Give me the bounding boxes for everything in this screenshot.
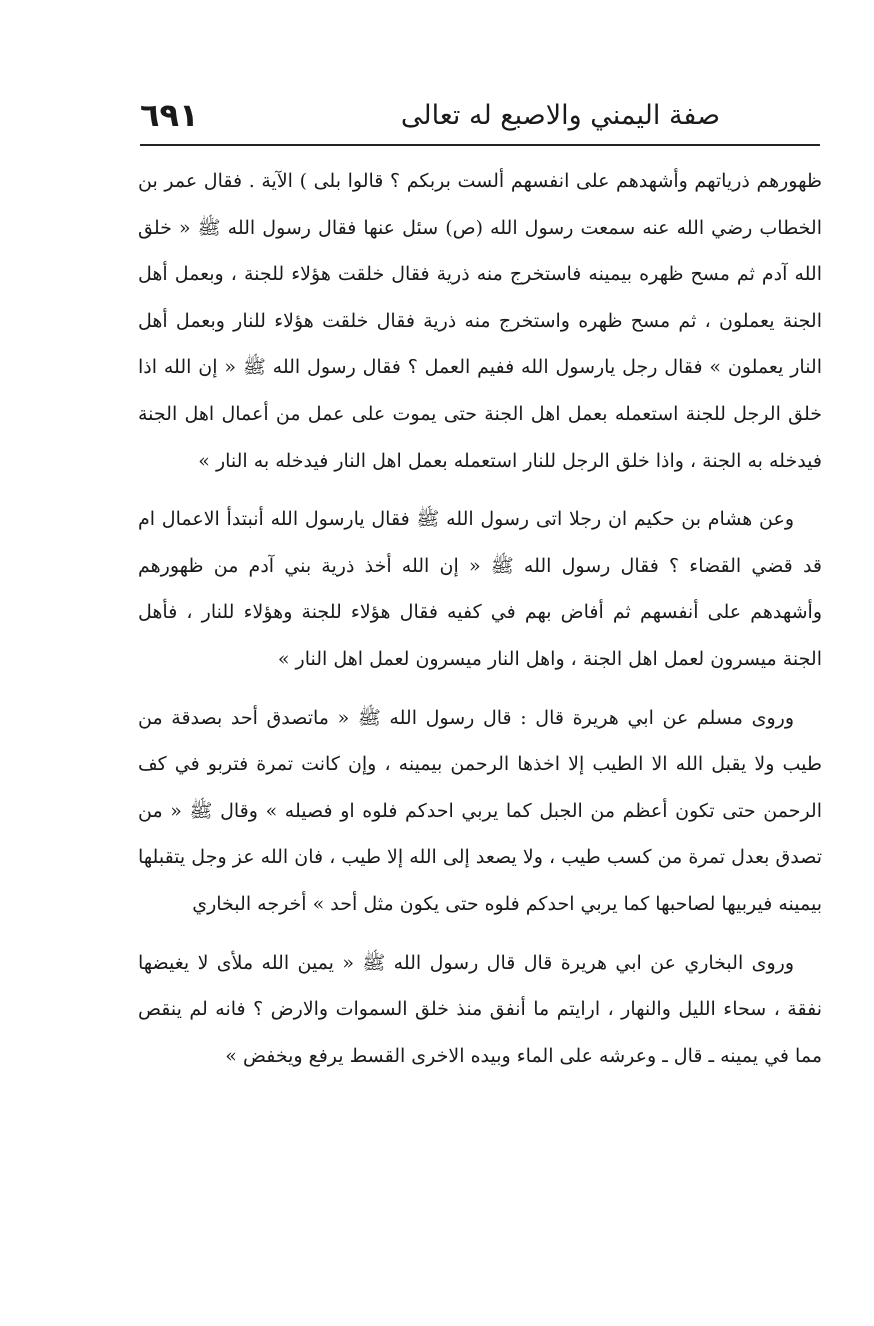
header-rule [140,144,820,146]
running-head-title: صفة اليمني والاصبع له تعالى [400,99,720,131]
running-head [140,90,820,140]
body-text [138,158,822,1091]
paragraph: ظهورهم ذرياتهم وأشهدهم على انفسهم ألست بربكم ؟ قالوا بلى ) الآية . فقال عمر بن الخطاب رضي الله عنه سمعت رسول الله (ص) سئل عنها فقال رسول الله ﷺ « خلق الله آدم ثم مسح ظهره بيمينه فاستخرج منه ذرية فقال خلقت هؤلاء للجنة ، وبعمل أهل الجنة يعملون ، ثم مسح ظهره واستخرج منه ذرية فقال خلقت هؤلاء للنار وبعمل أهل النار يعملون » فقال رجل يارسول الله ففيم العمل ؟ فقال رسول الله ﷺ « إن الله اذا خلق الرجل للجنة استعمله بعمل اهل الجنة حتى يموت على عمل من أعمال اهل الجنة فيدخله به الجنة ، واذا خلق الرجل للنار استعمله بعمل اهل النار فيدخله به النار » [138,170,822,472]
paragraph: وروى البخاري عن ابي هريرة قال قال رسول الله ﷺ « يمين الله ملأى لا يغيضها نفقة ، سحاء الليل والنهار ، ارايتم ما أنفق منذ خلق السموات والارض ؟ فانه لم ينقص مما في يمينه ـ قال ـ وعرشه على الماء وبيده الاخرى القسط يرفع ويخفض » [138,951,822,1067]
paragraph: وعن هشام بن حكيم ان رجلا اتى رسول الله ﷺ فقال يارسول الله أنبتدأ الاعمال ام قد قضي القضاء ؟ فقال رسول الله ﷺ « إن الله أخذ ذرية بني آدم من ظهورهم وأشهدهم على أنفسهم ثم أفاض بهم في كفيه فقال هؤلاء للجنة وهؤلاء للنار ، فأهل الجنة ميسرون لعمل اهل الجنة ، واهل النار ميسرون لعمل اهل النار » [138,508,822,670]
page-number: ٦٩١ [140,96,199,134]
paragraph: وروى مسلم عن ابي هريرة قال : قال رسول الله ﷺ « ماتصدق أحد بصدقة من طيب ولا يقبل الله الا الطيب إلا اخذها الرحمن بيمينه ، وإن كانت تمرة فتربو في كف الرحمن حتى تكون أعظم من الجبل كما يربي احدكم فلوه او فصيله » وقال ﷺ « من تصدق بعدل تمرة من كسب طيب ، ولا يصعد إلى الله إلا طيب ، فان الله عز وجل يتقبلها بيمينه فيربيها لصاحبها كما يربي احدكم فلوه حتى يكون مثل أحد » أخرجه البخاري [138,706,822,915]
